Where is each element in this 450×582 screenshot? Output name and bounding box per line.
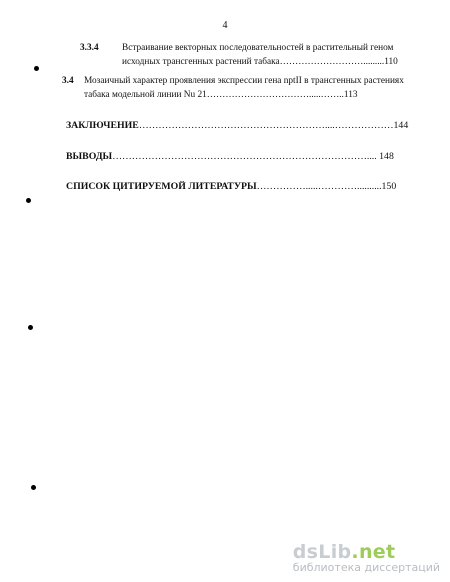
toc-main-entry[interactable]	[66, 181, 412, 192]
toc-entry-text-continued: табака модельной линии Nu 21…………………………….....……..113	[84, 90, 358, 100]
toc-leader-page: …………………………………………………………………….... 148	[112, 151, 394, 162]
toc-main-entry[interactable]	[66, 151, 412, 162]
toc-entry-number: 3.3.4	[80, 43, 99, 53]
binding-hole-mark	[31, 485, 36, 490]
toc-entry-text: Мозаичный характер проявления экспрессии гена nptII в трансгенных растениях	[84, 76, 404, 86]
page-number: 4	[222, 20, 228, 31]
watermark-logo: dsLib.net	[292, 541, 396, 563]
toc-leader-page: …………….....…………..........150	[256, 181, 397, 192]
toc-entry-number: 3.4	[62, 76, 74, 86]
toc-title: ВЫВОДЫ	[66, 151, 113, 162]
binding-hole-mark	[34, 66, 39, 71]
toc-entry-text-continued: исходных трансгенных растений табака……………………….........110	[122, 57, 398, 67]
toc-entry-text: Встраивание векторных последовательностей в растительный геном	[122, 43, 394, 53]
toc-main-entry[interactable]	[66, 120, 412, 131]
watermark-subtitle: библиотека диссертаций	[292, 561, 440, 574]
binding-hole-mark	[26, 198, 31, 203]
toc-title: СПИСОК ЦИТИРУЕМОЙ ЛИТЕРАТУРЫ	[66, 181, 257, 192]
toc-leader-page: …………………………………………………....………………144	[138, 120, 409, 131]
binding-hole-mark	[28, 325, 33, 330]
toc-title: ЗАКЛЮЧЕНИЕ	[66, 120, 139, 131]
watermark	[293, 541, 440, 574]
